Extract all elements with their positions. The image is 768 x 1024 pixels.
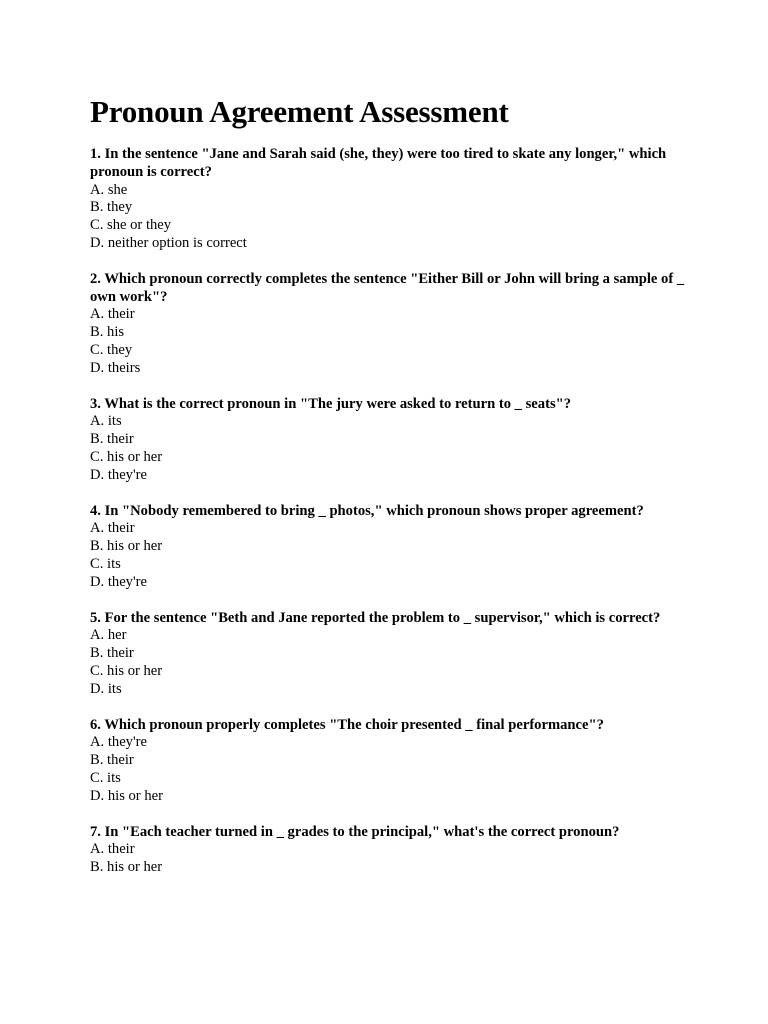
answer-option: C. its — [90, 769, 121, 786]
answer-option: D. theirs — [90, 359, 141, 376]
answer-option: B. his or her — [90, 859, 163, 876]
answer-option: A. her — [90, 627, 127, 644]
answer-option: A. their — [90, 520, 135, 537]
answer-option: C. she or they — [90, 217, 172, 234]
answer-option: C. his or her — [90, 662, 163, 679]
answer-option: D. its — [90, 680, 122, 697]
question-text: 7. In "Each teacher turned in _ grades to the principal," what's the correct pronoun? — [90, 823, 620, 840]
question-text: 2. Which pronoun correctly completes the sentence "Either Bill or John will bring a sample of _ own work"? — [90, 270, 685, 305]
answer-option: C. its — [90, 555, 121, 572]
answer-option: C. they — [90, 341, 133, 358]
question-1 — [90, 146, 690, 253]
answer-option: A. they're — [90, 734, 147, 751]
question-2 — [90, 271, 690, 378]
answer-option: B. his — [90, 324, 125, 341]
question-text: 6. Which pronoun properly completes "The choir presented _ final performance"? — [90, 716, 604, 733]
question-7 — [90, 824, 690, 877]
question-5 — [90, 610, 690, 699]
answer-option: D. his or her — [90, 787, 163, 804]
answer-option: B. their — [90, 431, 134, 448]
question-6 — [90, 717, 690, 806]
document-title: Pronoun Agreement Assessment — [90, 94, 509, 129]
answer-option: A. their — [90, 841, 135, 858]
answer-option: D. they're — [90, 466, 147, 483]
answer-option: B. they — [90, 199, 133, 216]
question-text: 3. What is the correct pronoun in "The jury were asked to return to _ seats"? — [90, 395, 572, 412]
question-3 — [90, 396, 690, 485]
answer-option: C. his or her — [90, 448, 163, 465]
question-text: 5. For the sentence "Beth and Jane reported the problem to _ supervisor," which is correct? — [90, 609, 661, 626]
answer-option: D. neither option is correct — [90, 234, 247, 251]
answer-option: B. their — [90, 752, 134, 769]
answer-option: B. his or her — [90, 538, 163, 555]
answer-option: B. their — [90, 645, 134, 662]
question-4 — [90, 503, 690, 592]
document-page — [90, 92, 690, 895]
answer-option: D. they're — [90, 573, 147, 590]
answer-option: A. their — [90, 306, 135, 323]
question-text: 1. In the sentence "Jane and Sarah said (she, they) were too tired to skate any longer," which pronoun is correct? — [90, 146, 667, 180]
question-text: 4. In "Nobody remembered to bring _ photos," which pronoun shows proper agreement? — [90, 502, 644, 519]
answer-option: A. its — [90, 413, 122, 430]
answer-option: A. she — [90, 181, 128, 198]
